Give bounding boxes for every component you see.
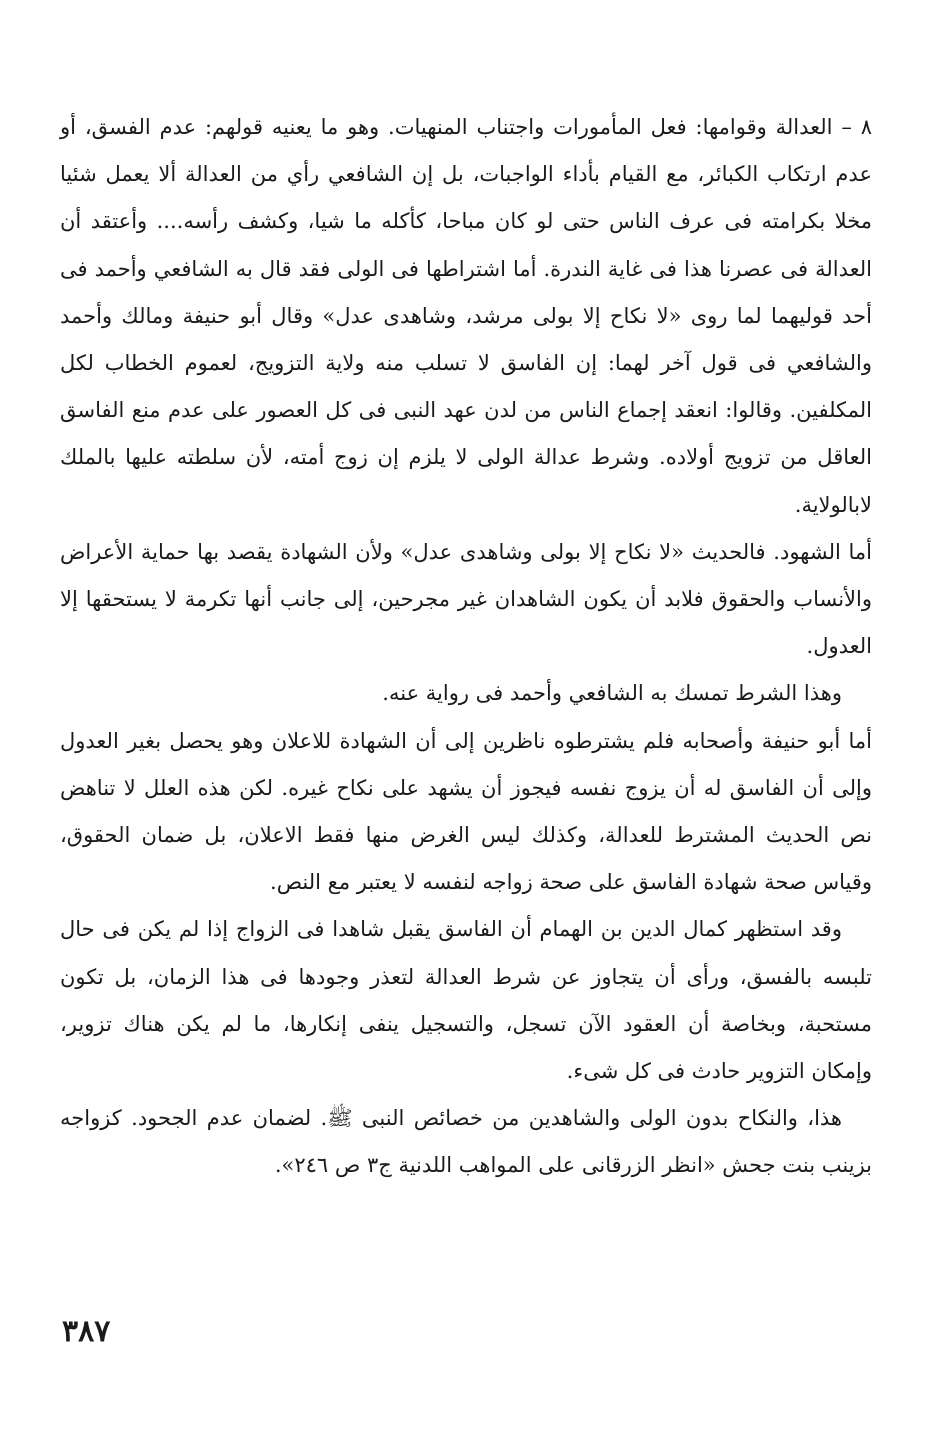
- paragraph-ibn-humam: وقد استظهر كمال الدين بن الهمام أن الفاسق يقبل شاهدا فى الزواج إذا لم يكن فى حال تلبسه بالفسق، ورأى أن يتجاوز عن شرط العدالة لتعذر وجودها فى هذا الزمان، بل تكون مستحبة، وبخاصة أن العقود الآن تسجل، والتسجيل ينفى إنكارها، ما لم يكن هناك تزوير، وإمكان التزوير حادث فى كل شىء.: [60, 917, 872, 1084]
- paragraph-abu-hanifa: أما أبو حنيفة وأصحابه فلم يشترطوه ناظرين إلى أن الشهادة للاعلان وهو يحصل بغير العدول وإلى أن الفاسق له أن يزوج نفسه فيجوز أن يشهد على نكاح غيره. لكن هذه العلل لا تناهض نص الحديث المشترط للعدالة، وكذلك ليس الغرض منها فقط الاعلان، بل ضمان الحقوق، وقياس صحة شهادة الفاسق على صحة زواجه لنفسه لا يعتبر مع النص.: [60, 728, 872, 895]
- paragraph-prophet-specialty: هذا، والنكاح بدون الولى والشاهدين من خصائص النبى ﷺ. لضمان عدم الجحود. كزواجه بزينب بنت جحش «انظر الزرقانى على المواهب اللدنية ج٣ ص ٢٤٦».: [60, 1106, 872, 1178]
- paragraph-shafii-condition: وهذا الشرط تمسك به الشافعي وأحمد فى رواية عنه.: [382, 681, 842, 706]
- paragraph-justice: ٨ – العدالة وقوامها: فعل المأمورات واجتناب المنهيات. وهو ما يعنيه قولهم: عدم الفسق، أو عدم ارتكاب الكبائر، مع القيام بأداء الواجبات، بل إن الشافعي رأي من العدالة ألا يعمل شئيا مخلا بكرامته فى عرف الناس حتى لو كان مباحا، كأكله ما شيا، وكشف رأسه.... وأعتقد أن العدالة فى عصرنا هذا فى غاية الندرة. أما اشتراطها فى الولى فقد قال به الشافعي وأحمد فى أحد قوليهما لما روى «لا نكاح إلا بولى مرشد، وشاهدى عدل» وقال أبو حنيفة ومالك وأحمد والشافعي فى قول آخر لهما: إن الفاسق لا تسلب منه ولاية التزويج، لعموم الخطاب لكل المكلفين. وقالوا: انعقد إجماع الناس من لدن عهد النبى فى كل العصور على عدم منع الفاسق العاقل من تزويج أولاده. وشرط عدالة الولى لا يلزم إن زوج أمته، لأن سلطته عليها بالملك لابالولاية.: [60, 115, 872, 517]
- paragraph-witnesses: أما الشهود. فالحديث «لا نكاح إلا بولى وشاهدى عدل» ولأن الشهادة يقصد بها حماية الأعراض والأنساب والحقوق فلابد أن يكون الشاهدان غير مجرحين، إلى جانب أنها تكرمة لا يستحقها إلا العدول.: [60, 539, 872, 659]
- body-text: [60, 104, 872, 1190]
- page-number: ٣٨٧: [62, 1314, 111, 1349]
